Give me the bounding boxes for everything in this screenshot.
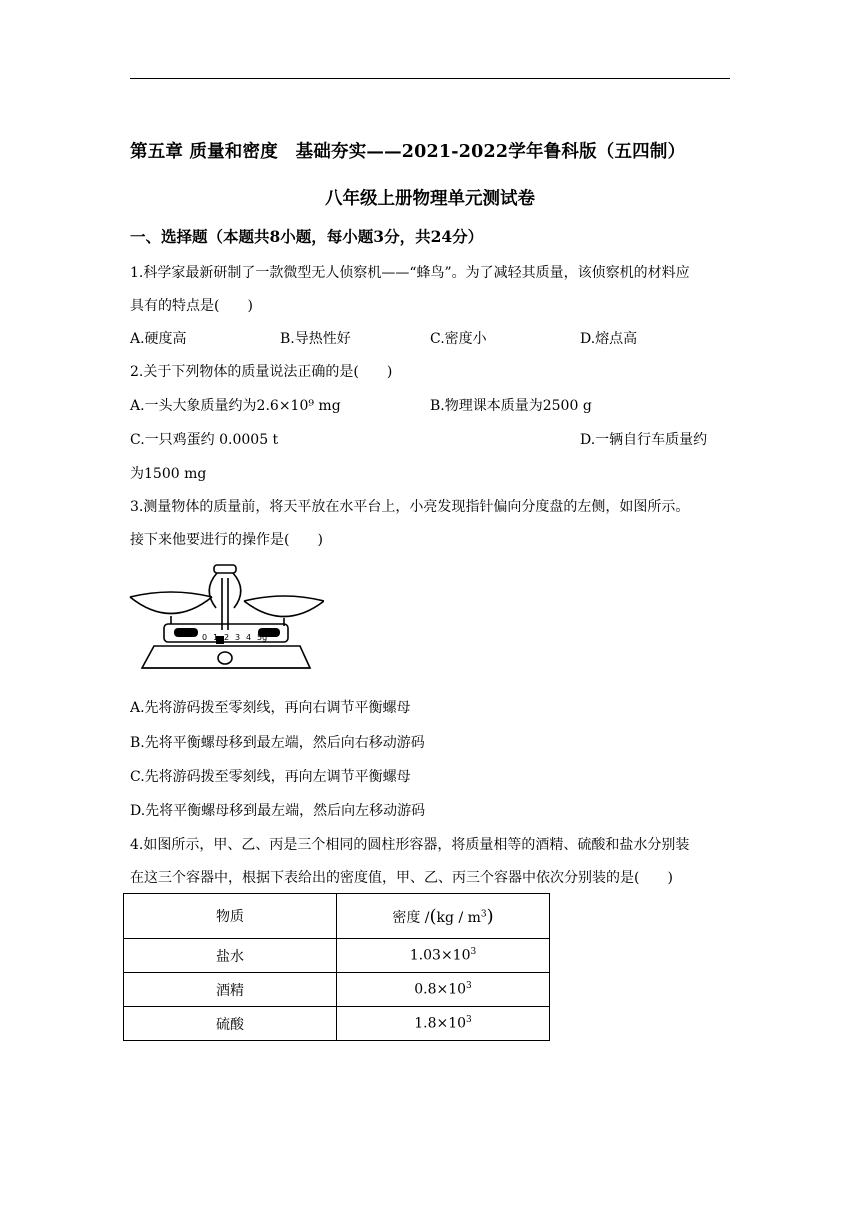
- row-substance: 酒精: [124, 973, 337, 1007]
- section-heading: 一、选择题（本题共8小题，每小题3分，共24分）: [130, 227, 484, 246]
- scale-label: 0: [202, 633, 208, 642]
- header-rule: [130, 78, 730, 79]
- row-density-exp: 3: [466, 981, 472, 992]
- header-density-label: 密度 /: [392, 909, 430, 926]
- row-density-exp: 3: [466, 1015, 472, 1026]
- header-density-unit-exp: 3: [480, 908, 487, 919]
- density-table: [123, 893, 550, 1041]
- table-header-row: [124, 894, 550, 939]
- scale-label: 4: [246, 633, 252, 642]
- scale-label: 5g: [257, 633, 268, 642]
- scale-label: 1: [213, 633, 219, 642]
- table-row: [124, 973, 550, 1007]
- q2-option-b: B.物理课本质量为2500 g: [430, 398, 592, 414]
- row-density-value: 1.03×10: [409, 947, 471, 964]
- q3-option-d: D.先将平衡螺母移到最左端，然后向左移动游码: [130, 803, 426, 819]
- header-substance: 物质: [124, 894, 337, 939]
- q3-option-c: C.先将游码拨至零刻线，再向左调节平衡螺母: [130, 769, 411, 785]
- row-density: [337, 1007, 550, 1041]
- q1-option-d: D.熔点高: [580, 331, 638, 347]
- row-density-value: 0.8×10: [414, 981, 467, 998]
- row-density-exp: 3: [470, 947, 477, 958]
- title-line-2: 八年级上册物理单元测试卷: [325, 189, 535, 209]
- q2-option-a: A.一头大象质量约为2.6×10⁹ mg: [130, 398, 341, 414]
- q3-stem-line1: 3.测量物体的质量前，将天平放在水平台上，小亮发现指针偏向分度盘的左侧，如图所示。: [130, 499, 690, 515]
- title-line-1: 第五章 质量和密度 基础夯实——2021-2022学年鲁科版（五四制）: [130, 142, 686, 162]
- row-density: [337, 973, 550, 1007]
- q1-option-b: B.导热性好: [280, 331, 351, 347]
- row-density-value: 1.8×10: [414, 1015, 467, 1032]
- row-substance: 硫酸: [124, 1007, 337, 1041]
- q3-option-b: B.先将平衡螺母移到最左端，然后向右移动游码: [130, 735, 425, 751]
- q1-stem-line2: 具有的特点是( ): [130, 298, 253, 314]
- q2-option-d-continuation: 为1500 mg: [130, 466, 207, 482]
- row-density: [337, 939, 550, 973]
- q1-option-c: C.密度小: [430, 331, 487, 347]
- row-substance: 盐水: [124, 939, 337, 973]
- q3-stem-line2: 接下来他要进行的操作是( ): [130, 532, 323, 548]
- q4-stem-line1: 4.如图所示，甲、乙、丙是三个相同的圆柱形容器，将质量相等的酒精、硫酸和盐水分别装: [130, 837, 690, 853]
- balance-scale-figure: [124, 560, 324, 685]
- q1-stem-line1: 1.科学家最新研制了一款微型无人侦察机——“蜂鸟”。为了减轻其质量，该侦察机的材料应: [130, 265, 690, 281]
- scale-label: 3: [235, 633, 241, 642]
- header-density: 密度 $/(kg / m^3)$: [337, 894, 550, 939]
- scale-label: 2: [224, 633, 230, 642]
- q1-option-a: A.硬度高: [130, 331, 187, 347]
- table-row: [124, 1007, 550, 1041]
- q3-option-a: A.先将游码拨至零刻线，再向右调节平衡螺母: [130, 700, 411, 716]
- q2-option-d: D.一辆自行车质量约: [580, 432, 708, 448]
- table-row: [124, 939, 550, 973]
- q2-option-c: C.一只鸡蛋约 0.0005 t: [130, 432, 279, 448]
- header-density-unit: kg / m: [436, 909, 481, 926]
- q2-stem: 2.关于下列物体的质量说法正确的是( ): [130, 364, 393, 380]
- q4-stem-line2: 在这三个容器中，根据下表给出的密度值，甲、乙、丙三个容器中依次分别装的是( ): [130, 870, 673, 886]
